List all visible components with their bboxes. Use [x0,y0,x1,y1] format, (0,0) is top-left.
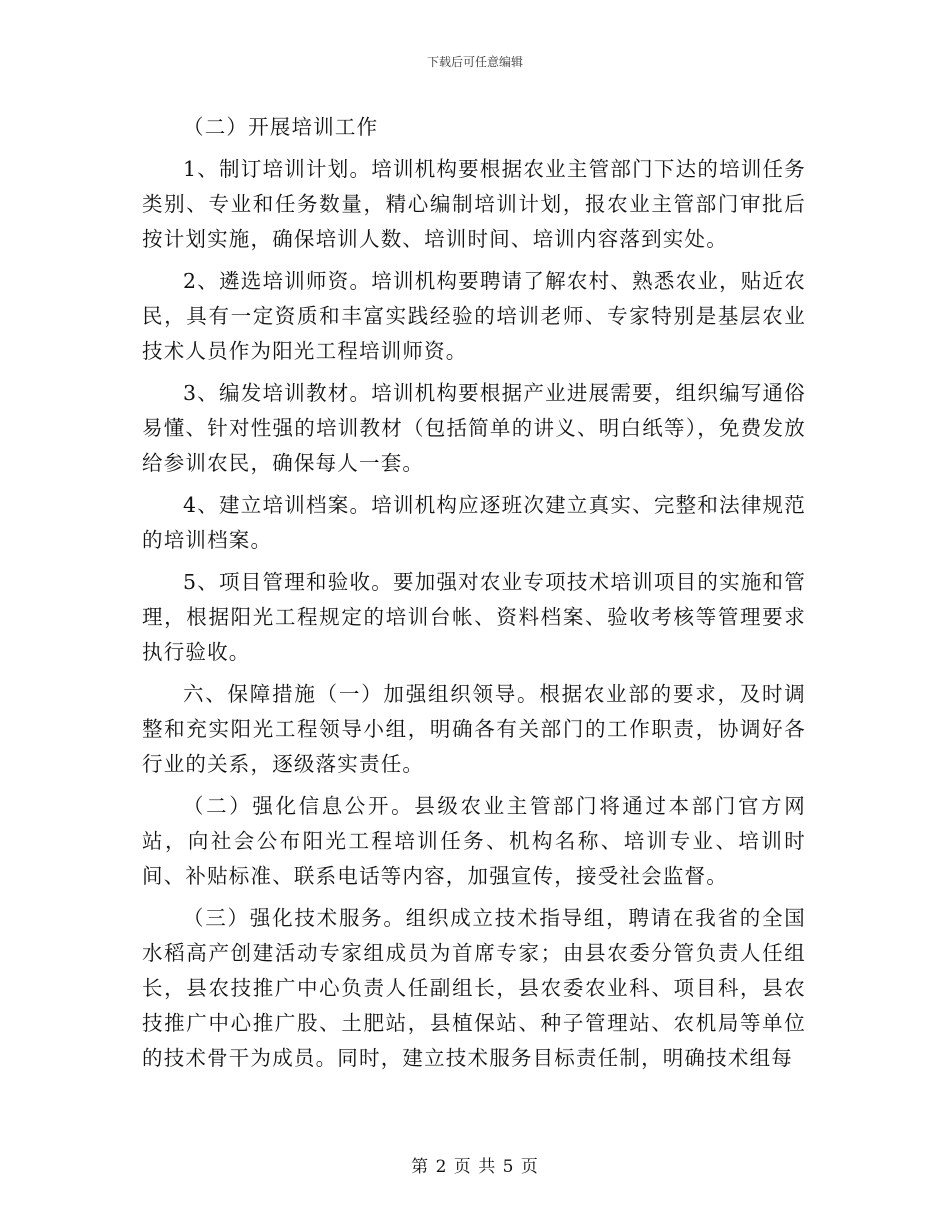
paragraph-select-teachers: 2、遴选培训师资。培训机构要聘请了解农村、熟悉农业，贴近农民，具有一定资质和丰富实践经验的培训老师、专家特别是基层农业技术人员作为阳光工程培训师资。 [142,269,806,363]
page-number: 第 2 页 共 5 页 [411,1157,539,1177]
paragraph-textbooks: 3、编发培训教材。培训机构要根据产业进展需要，组织编写通俗易懂、针对性强的培训教材（包括简单的讲义、明白纸等），免费发放给参训农民，确保每人一套。 [142,381,806,475]
paragraph-training-archives: 4、建立培训档案。培训机构应逐班次建立真实、完整和法律规范的培训档案。 [142,493,806,552]
page-header: 下载后可任意编辑 [426,55,523,69]
paragraph-technical-service: （三）强化技术服务。组织成立技术指导组，聘请在我省的全国水稻高产创建活动专家组成员为首席专家；由县农委分管负责人任组长，县农技推广中心负责人任副组长，县农委农业科、项目科，县农技推广中心推广股、土肥站，县植保站、种子管理站、农机局等单位的技术骨干为成员。同时，建立技术服务目标责任制，明确技术组每 [142,906,806,1070]
document-body [142,110,806,1083]
section-heading-training: （二）开展培训工作 [183,115,379,139]
paragraph-safeguard-measures: 六、保障措施（一）加强组织领导。根据农业部的要求，及时调整和充实阳光工程领导小组，明确各有关部门的工作职责，协调好各行业的关系，逐级落实责任。 [142,682,806,776]
paragraph-training-plan: 1、制订培训计划。培训机构要根据农业主管部门下达的培训任务类别、专业和任务数量，精心编制培训计划，报农业主管部门审批后按计划实施，确保培训人数、培训时间、培训内容落到实处。 [142,157,806,251]
paragraph-project-management: 5、项目管理和验收。要加强对农业专项技术培训项目的实施和管理，根据阳光工程规定的培训台帐、资料档案、验收考核等管理要求执行验收。 [142,570,806,664]
paragraph-information-disclosure: （二）强化信息公开。县级农业主管部门将通过本部门官方网站，向社会公布阳光工程培训任务、机构名称、培训专业、培训时间、补贴标准、联系电话等内容，加强宣传，接受社会监督。 [142,794,806,888]
